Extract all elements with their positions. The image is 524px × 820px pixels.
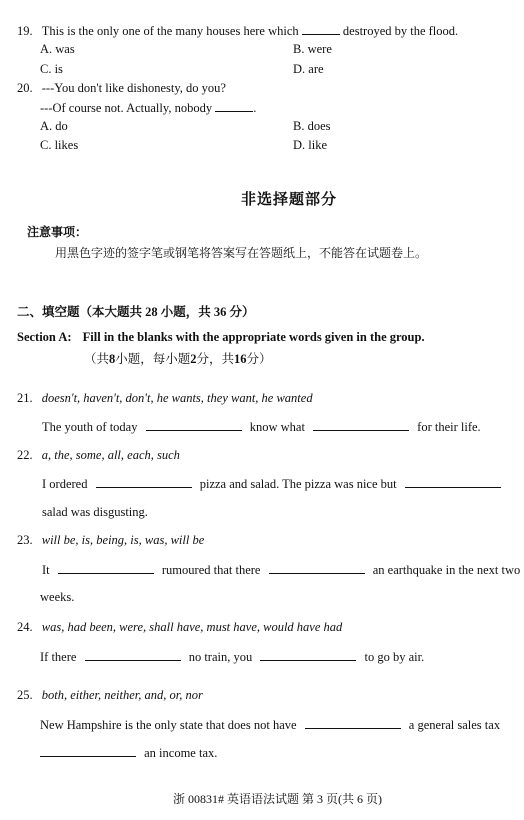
answer-blank bbox=[313, 419, 409, 431]
answer-blank bbox=[58, 562, 154, 574]
question-number: 23. bbox=[17, 533, 33, 547]
question-number: 24. bbox=[17, 620, 33, 634]
option-c: C. likes bbox=[40, 138, 79, 152]
question-21-sentence: The youth of today know what for their life. bbox=[42, 420, 481, 434]
option-c: C. is bbox=[40, 62, 63, 76]
answer-blank bbox=[302, 23, 340, 35]
option-a: A. was bbox=[40, 42, 75, 56]
answer-blank bbox=[215, 100, 253, 112]
question-23-sentence: It rumoured that there an earthquake in the next two bbox=[42, 563, 521, 577]
question-19-stem: 19. This is the only one of the many houses here which destroyed by the flood. bbox=[17, 24, 459, 38]
question-23-continuation: weeks. bbox=[40, 590, 75, 604]
question-22-sentence: I ordered pizza and salad. The pizza was nice but bbox=[42, 476, 506, 492]
answer-blank bbox=[146, 419, 242, 431]
answer-blank bbox=[269, 562, 365, 574]
question-number: 22. bbox=[17, 448, 33, 462]
question-number: 25. bbox=[17, 688, 33, 702]
question-number: 20. bbox=[17, 81, 33, 95]
part-title: 非选择题部分 bbox=[241, 192, 338, 208]
notice-text: 用黑色字迹的签字笔或钢笔将答案写在答题纸上，不能答在试题卷上。 bbox=[55, 246, 428, 260]
question-25-continuation: an income tax. bbox=[40, 745, 217, 761]
option-a: A. do bbox=[40, 119, 68, 133]
section-a-subtitle: （共8小题，每小题2分，共16分） bbox=[84, 352, 272, 366]
page-footer: 浙 00831# 英语语法试题 第 3 页(共 6 页) bbox=[173, 792, 382, 806]
notice-label: 注意事项： bbox=[27, 225, 88, 239]
question-20-line1: 20. ---You don't like dishonesty, do you? bbox=[17, 81, 226, 95]
question-22-continuation: salad was disgusting. bbox=[42, 505, 148, 519]
option-b: B. does bbox=[293, 119, 331, 133]
question-21-words: 21. doesn't, haven't, don't, he wants, they want, he wanted bbox=[17, 391, 313, 405]
question-24-sentence: If there no train, you to go by air. bbox=[40, 650, 425, 664]
answer-blank bbox=[85, 649, 181, 661]
question-23-words: 23. will be, is, being, is, was, will be bbox=[17, 533, 205, 547]
answer-blank bbox=[96, 476, 192, 488]
question-22-words: 22. a, the, some, all, each, such bbox=[17, 448, 180, 462]
question-25-sentence: New Hampshire is the only state that does not have a general sales tax bbox=[40, 718, 501, 732]
question-number: 21. bbox=[17, 391, 33, 405]
option-d: D. are bbox=[293, 62, 324, 76]
question-20-line2: ---Of course not. Actually, nobody . bbox=[40, 101, 257, 115]
section-title: 二、填空题（本大题共 28 小题，共 36 分） bbox=[17, 305, 255, 319]
question-24-words: 24. was, had been, were, shall have, must have, would have had bbox=[17, 620, 343, 634]
option-b: B. were bbox=[293, 42, 332, 56]
answer-blank bbox=[405, 476, 501, 488]
answer-blank bbox=[305, 717, 401, 729]
question-25-words: 25. both, either, neither, and, or, nor bbox=[17, 688, 203, 702]
answer-blank bbox=[40, 745, 136, 757]
section-a-instruction: Section A: Fill in the blanks with the appropriate words given in the group. bbox=[17, 330, 425, 344]
option-d: D. like bbox=[293, 138, 328, 152]
answer-blank bbox=[260, 649, 356, 661]
question-number: 19. bbox=[17, 24, 33, 38]
